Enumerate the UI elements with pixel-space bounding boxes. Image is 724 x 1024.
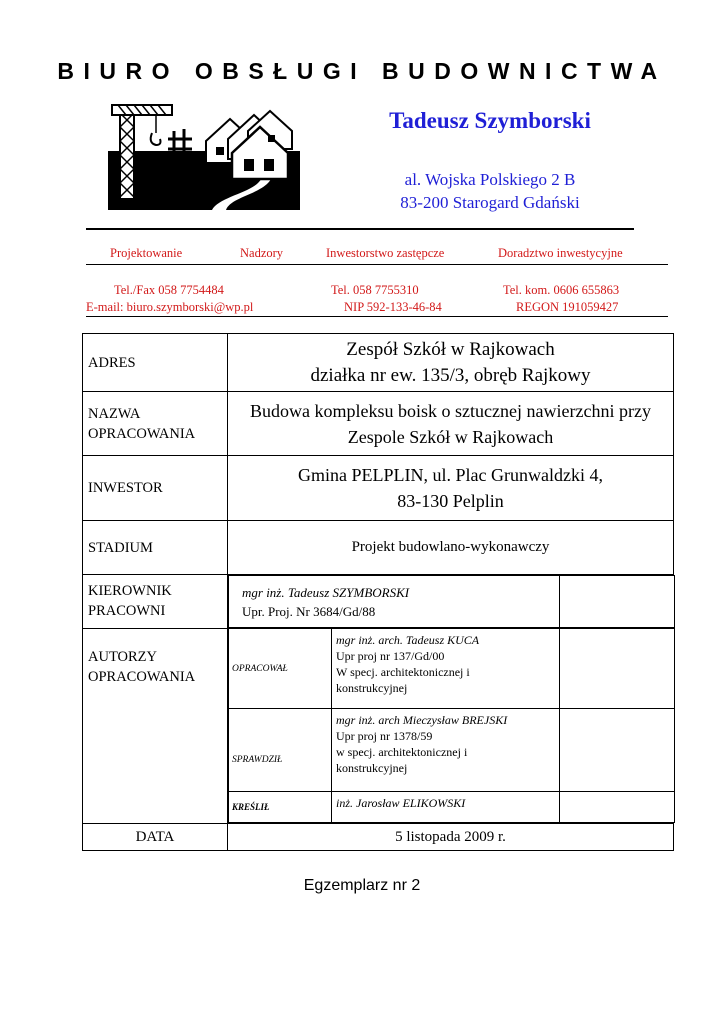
- opracowal-name: mgr inż. arch. Tadeusz KUCA: [336, 633, 480, 647]
- sprawdzil-role: SPRAWDZIŁ: [229, 709, 332, 792]
- nazwa-line-1: Budowa kompleksu boisk o sztucznej nawierzchni przy: [250, 400, 651, 421]
- autorzy-label: [83, 628, 228, 824]
- autorzy-cell: [228, 628, 674, 824]
- services-divider: [86, 264, 668, 265]
- construction-logo-icon: [108, 103, 300, 210]
- address-street: al. Wojska Polskiego 2 B: [404, 170, 576, 189]
- stadium-label: STADIUM: [83, 521, 228, 575]
- kreslil-info: [332, 792, 560, 823]
- sprawdzil-line-1: Upr proj nr 1378/59: [336, 729, 433, 743]
- sprawdzil-info: [332, 709, 560, 792]
- contacts-divider: [86, 316, 668, 317]
- contact-tel: Tel. 058 7755310: [331, 283, 419, 297]
- sprawdzil-line-2: w specj. architektonicznej i: [336, 745, 468, 759]
- nazwa-label-line-2: OPRACOWANIA: [88, 425, 196, 442]
- opracowal-role: OPRACOWAŁ: [229, 629, 332, 709]
- kierownik-signature-cell: [560, 576, 675, 628]
- service-doradztwo: Doradztwo inwestycyjne: [498, 246, 623, 260]
- office-title: BIURO OBSŁUGI BUDOWNICTWA: [57, 58, 667, 84]
- kierownik-label: [83, 575, 228, 629]
- nazwa-line-2: Zespole Szkół w Rajkowach: [347, 426, 554, 447]
- inwestor-value: [228, 456, 674, 521]
- service-projektowanie: Projektowanie: [110, 246, 183, 260]
- row-inwestor: [83, 456, 674, 521]
- kreslil-row: [229, 792, 675, 823]
- autorzy-label-line-1: AUTORZY: [88, 648, 158, 665]
- contact-email: E-mail: biuro.szymborski@wp.pl: [86, 300, 254, 314]
- header-divider: [86, 228, 634, 230]
- sprawdzil-line-3: konstrukcyjnej: [336, 761, 408, 775]
- sprawdzil-name: mgr inż. arch Mieczysław BREJSKI: [336, 713, 508, 727]
- nazwa-value: [228, 392, 674, 456]
- kierownik-label-line-2: PRACOWNI: [88, 603, 166, 620]
- contact-tel-kom: Tel. kom. 0606 655863: [503, 283, 620, 297]
- kreslil-name: inż. Jarosław ELIKOWSKI: [336, 796, 466, 810]
- autorzy-label-line-2: OPRACOWANIA: [88, 668, 196, 685]
- kierownik-inner: [228, 575, 675, 628]
- opracowal-row: [229, 629, 675, 709]
- data-label: DATA: [83, 824, 228, 851]
- data-value: 5 listopada 2009 r.: [228, 824, 674, 851]
- kierownik-name: mgr inż. Tadeusz SZYMBORSKI: [242, 584, 410, 600]
- kierownik-label-line-1: KIEROWNIK: [88, 583, 172, 600]
- service-nadzory: Nadzory: [240, 246, 284, 260]
- adres-label: ADRES: [83, 334, 228, 392]
- copy-number: Egzemplarz nr 2: [303, 877, 421, 894]
- autorzy-inner: [228, 628, 675, 823]
- contact-nip: NIP 592-133-46-84: [344, 300, 442, 314]
- inwestor-line-1: Gmina PELPLIN, ul. Plac Grunwaldzki 4,: [298, 465, 603, 485]
- sprawdzil-signature-cell: [560, 709, 675, 792]
- address-city: 83-200 Starogard Gdański: [400, 193, 580, 212]
- row-autorzy: [83, 628, 674, 824]
- row-adres: [83, 334, 674, 392]
- contact-tel-fax: Tel./Fax 058 7754484: [114, 283, 224, 297]
- adres-line-2: działka nr ew. 135/3, obręb Rajkowy: [310, 364, 591, 386]
- opracowal-line-2: W specj. architektonicznej i: [336, 665, 470, 679]
- row-kierownik: [83, 575, 674, 629]
- contact-regon: REGON 191059427: [516, 300, 619, 314]
- opracowal-info: [332, 629, 560, 709]
- row-stadium: [83, 521, 674, 575]
- kreslil-signature-cell: [560, 792, 675, 823]
- row-nazwa: [83, 392, 674, 456]
- kreslil-role: KREŚLIŁ: [229, 792, 332, 823]
- row-data: [83, 824, 674, 851]
- service-inwestorstwo: Inwestorstwo zastępcze: [326, 246, 445, 260]
- opracowal-line-3: konstrukcyjnej: [336, 681, 408, 695]
- kierownik-info: [229, 576, 560, 628]
- nazwa-label: [83, 392, 228, 456]
- kierownik-license: Upr. Proj. Nr 3684/Gd/88: [242, 603, 376, 619]
- opracowal-signature-cell: [560, 629, 675, 709]
- adres-value: [228, 334, 674, 392]
- nazwa-label-line-1: NAZWA: [88, 405, 141, 422]
- inwestor-label: INWESTOR: [83, 456, 228, 521]
- title-card-table: [82, 333, 674, 851]
- owner-name: Tadeusz Szymborski: [389, 108, 591, 133]
- adres-line-1: Zespół Szkół w Rajkowach: [346, 338, 555, 360]
- opracowal-line-1: Upr proj nr 137/Gd/00: [336, 649, 445, 663]
- sprawdzil-row: [229, 709, 675, 792]
- kierownik-cell: [228, 575, 674, 629]
- stadium-value: Projekt budowlano-wykonawczy: [228, 521, 674, 575]
- inwestor-line-2: 83-130 Pelplin: [397, 491, 504, 511]
